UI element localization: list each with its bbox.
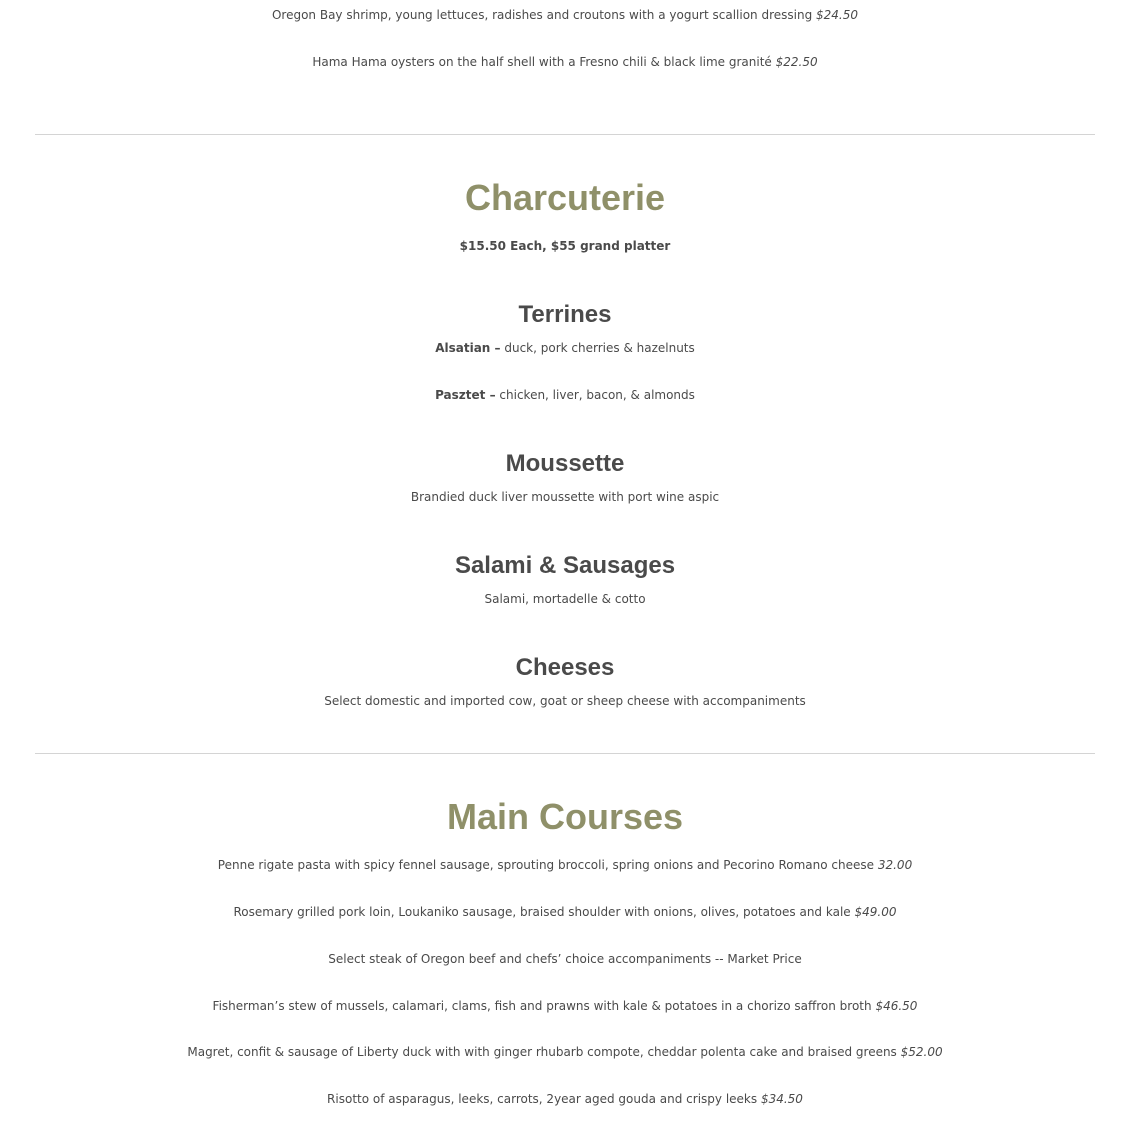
- menu-item: [0, 994, 1130, 1018]
- menu-item-desc: Brandied duck liver moussette with port wine aspic: [410, 490, 720, 504]
- menu-item-desc: Hama Hama oysters on the half shell with a Fresno chili & black lime granité: [312, 55, 772, 69]
- menu-item-desc: duck, pork cherries & hazelnuts: [504, 341, 695, 355]
- charcuterie-pricing: $15.50 Each, $55 grand platter: [459, 239, 671, 253]
- menu-item-price: $24.50: [816, 8, 859, 22]
- menu-item: [0, 900, 1130, 924]
- menu-item-desc: Select steak of Oregon beef and chefs’ choice accompaniments -- Market Price: [328, 952, 802, 966]
- menu-item-name: Pasztet –: [435, 388, 496, 402]
- menu-item-desc: Oregon Bay shrimp, young lettuces, radishes and croutons with a yogurt scallion dressing: [271, 8, 813, 22]
- menu-item: [0, 1087, 1130, 1111]
- menu-item: [0, 947, 1130, 971]
- menu-item: [0, 383, 1130, 407]
- menu-item: [0, 1040, 1130, 1064]
- subheading-cheeses: Cheeses: [515, 654, 615, 681]
- menu-item-desc: Salami, mortadelle & cotto: [484, 592, 646, 606]
- section-title-charcuterie: Charcuterie: [464, 177, 666, 218]
- subheading-moussette: Moussette: [505, 450, 625, 477]
- menu-item: [0, 853, 1130, 877]
- menu-item-desc: Select domestic and imported cow, goat or sheep cheese with accompaniments: [324, 694, 806, 708]
- menu-item-desc: Rosemary grilled pork loin, Loukaniko sausage, braised shoulder with onions, olives, potatoes and kale: [233, 905, 851, 919]
- menu-item-name: Alsatian –: [435, 341, 501, 355]
- menu-item-price: $22.50: [775, 55, 818, 69]
- menu-item-desc: Risotto of asparagus, leeks, carrots, 2year aged gouda and crispy leeks: [327, 1092, 758, 1106]
- menu-item-desc: Penne rigate pasta with spicy fennel sausage, sprouting broccoli, spring onions and Pecorino Romano cheese: [217, 858, 875, 872]
- subheading-salami: Salami & Sausages: [454, 552, 676, 579]
- menu-item-price: 32.00: [877, 858, 913, 872]
- section-divider: [35, 753, 1095, 754]
- menu-item-price: $46.50: [875, 999, 918, 1013]
- menu-item-price: $34.50: [760, 1092, 803, 1106]
- menu-item-price: $52.00: [900, 1045, 943, 1059]
- menu-item: [0, 3, 1130, 27]
- subheading-terrines: Terrines: [518, 301, 612, 328]
- menu-item: [0, 50, 1130, 74]
- menu-item-price: $49.00: [854, 905, 897, 919]
- menu-item: [0, 336, 1130, 360]
- section-title-main-courses: Main Courses: [446, 796, 684, 837]
- section-divider: [35, 134, 1095, 135]
- menu-item-desc: chicken, liver, bacon, & almonds: [499, 388, 695, 402]
- menu-item-desc: Magret, confit & sausage of Liberty duck with with ginger rhubarb compote, cheddar polenta cake and braised greens: [187, 1045, 897, 1059]
- menu-item-desc: Fisherman’s stew of mussels, calamari, clams, fish and prawns with kale & potatoes in a chorizo saffron broth: [212, 999, 872, 1013]
